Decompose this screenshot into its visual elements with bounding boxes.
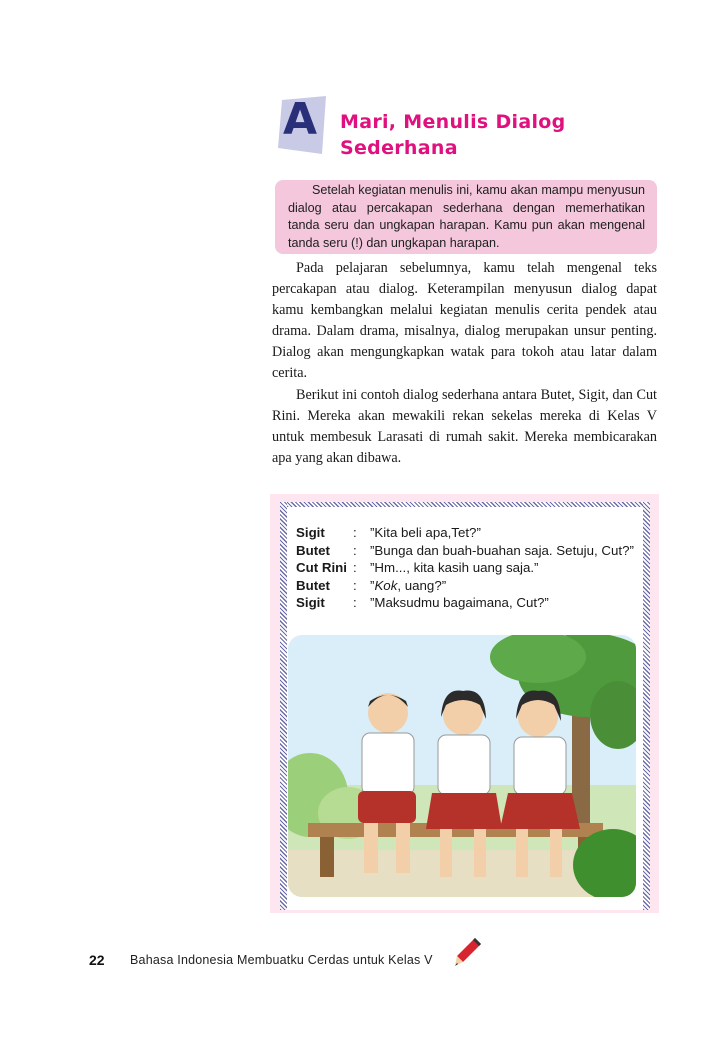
dialog-colon: : — [353, 542, 357, 558]
dialog-speaker: Cut Rini — [296, 560, 347, 576]
dialog-colon: : — [353, 525, 357, 540]
panel-stripe-right — [643, 502, 650, 910]
page-number: 22 — [89, 952, 105, 968]
section-title-line-2: Sederhana — [340, 137, 458, 159]
section-title — [340, 109, 640, 161]
learning-goal-sentence: Setelah kegiatan menulis ini, kamu akan mampu menyusun dialog atau percakapan sederhana dengan memerhatikan tanda seru dan ungkapan harapan. Kamu pun akan mengenal tanda seru (!) dan ungkapan harapan. — [288, 183, 645, 250]
dialog-line — [296, 577, 644, 595]
book-title: Bahasa Indonesia Membuatku Cerdas untuk Kelas V — [130, 953, 433, 967]
dialog-speaker: Sigit — [296, 595, 325, 611]
dialog-line — [296, 542, 644, 560]
dialog-speech: ”Kok, uang?” — [370, 577, 447, 593]
dialog-line — [296, 559, 644, 577]
dialog-line — [296, 594, 644, 612]
dialog-emphasis: Kok — [374, 577, 398, 593]
body-paragraph-1: Pada pelajaran sebelumnya, kamu telah mengenal teks percakapan atau dialog. Keterampilan menyusun dialog dapat kamu kembangkan melalui kegiatan menulis cerita pendek atau drama. Dalam drama, misalnya, dialog merupakan unsur penting. Dialog akan mengungkapkan watak para tokoh atau latar dalam cerita. — [272, 260, 657, 382]
section-letter: A — [283, 94, 318, 145]
dialog-speech: ”Kita beli apa,Tet?” — [370, 525, 481, 540]
body-text — [272, 258, 657, 469]
section-title-line-1: Mari, Menulis Dialog — [340, 111, 566, 133]
dialog-colon: : — [353, 560, 357, 576]
students-on-bench-illustration — [288, 635, 636, 897]
dialog-speaker: Butet — [296, 542, 330, 558]
dialog-line — [296, 524, 644, 542]
dialog-script — [296, 524, 644, 612]
panel-stripe-top — [287, 502, 643, 507]
dialog-speech: ”Hm..., kita kasih uang saja.” — [370, 560, 539, 576]
dialog-speaker: Sigit — [296, 525, 325, 540]
panel-stripe-left — [280, 502, 287, 910]
learning-goal-text — [288, 182, 645, 252]
dialog-colon: : — [353, 577, 357, 593]
dialog-speech: ”Bunga dan buah-buahan saja. Setuju, Cut?” — [370, 542, 634, 558]
pencil-icon — [453, 936, 483, 968]
dialog-speaker: Butet — [296, 577, 330, 593]
dialog-speech: ”Maksudmu bagaimana, Cut?” — [370, 595, 549, 611]
body-paragraph-2: Berikut ini contoh dialog sederhana antara Butet, Sigit, dan Cut Rini. Mereka akan mewakili rekan sekelas mereka di Kelas V untuk membesuk Larasati di rumah sakit. Mereka membicarakan apa yang akan dibawa. — [272, 386, 657, 466]
dialog-colon: : — [353, 595, 357, 611]
